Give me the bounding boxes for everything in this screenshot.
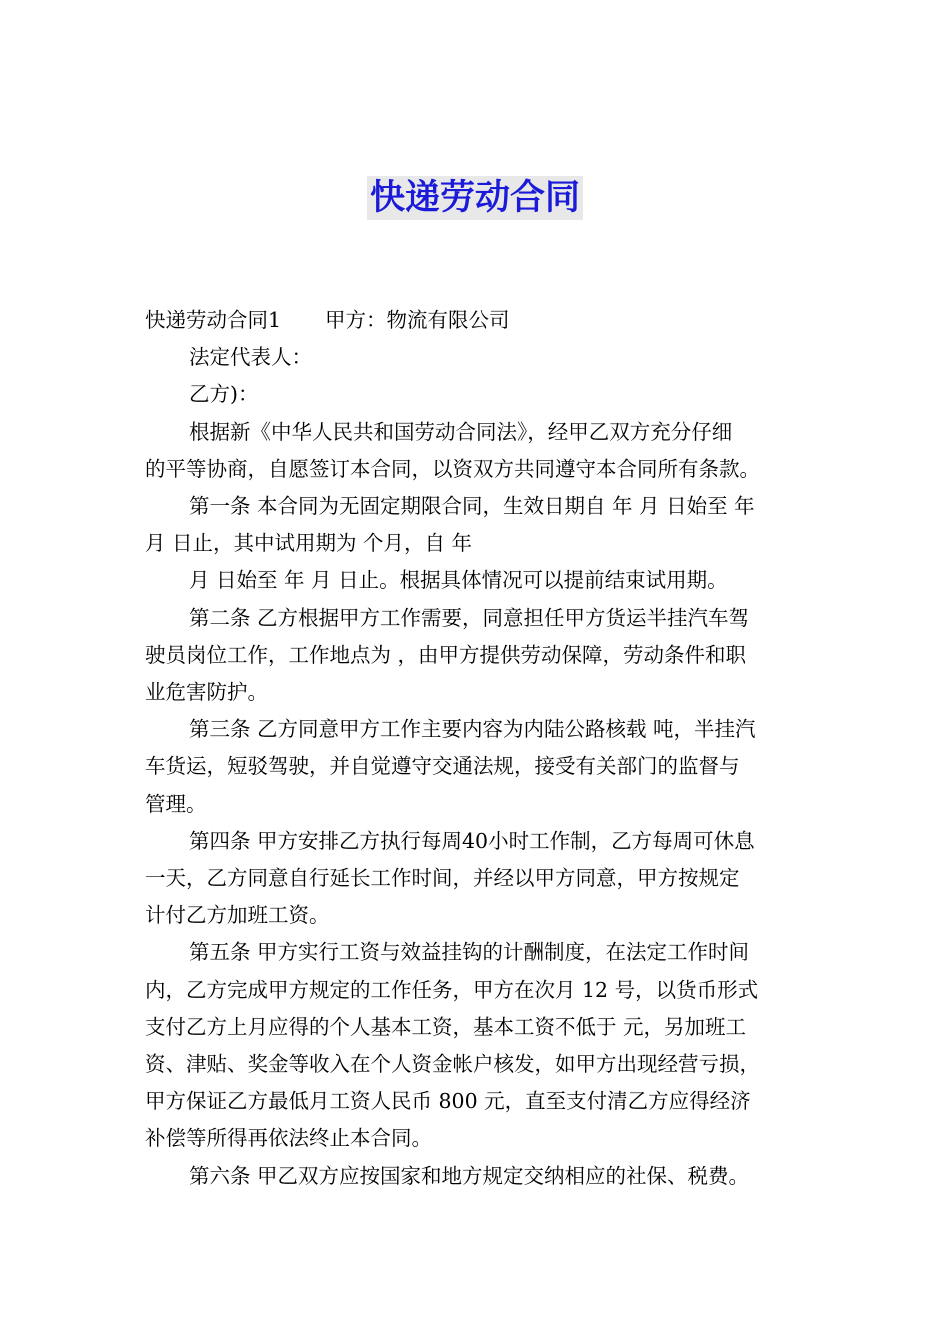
text-line [145, 302, 807, 339]
text-line-content: 第六条 甲乙双方应按国家和地方规定交纳相应的社保、税费。 [189, 1163, 750, 1188]
text-line [145, 1083, 807, 1120]
text-line [145, 897, 807, 934]
text-line [145, 600, 807, 637]
text-line-content: 法定代表人： [189, 345, 312, 370]
text-line [145, 488, 807, 525]
text-line [145, 562, 807, 599]
text-line [145, 786, 807, 823]
text-line-content: 车货运，短驳驾驶，并自觉遵守交通法规，接受有关部门的监督与 [145, 754, 740, 779]
text-line-content: 第二条 乙方根据甲方工作需要，同意担任甲方货运半挂汽车驾 [189, 605, 750, 630]
text-line [145, 711, 807, 748]
text-line-content: 第一条 本合同为无固定期限合同，生效日期自 年 月 日始至 年 [189, 494, 755, 519]
text-line-content: 根据新《中华人民共和国劳动合同法》，经甲乙双方充分仔细 [189, 419, 733, 444]
text-line [145, 823, 807, 860]
text-line [145, 934, 807, 971]
text-line-content: 资、津贴、奖金等收入在个人资金帐户核发，如甲方出现经营亏损， [145, 1052, 760, 1077]
text-line-content: 驶员岗位工作，工作地点为 ，由甲方提供劳动保障，劳动条件和职 [145, 642, 747, 667]
text-line-content: 第四条 甲方安排乙方执行每周40小时工作制，乙方每周可休息 [189, 828, 755, 853]
text-line [145, 339, 807, 376]
text-line-content: 甲方保证乙方最低月工资人民币 800 元，直至支付清乙方应得经济 [145, 1089, 751, 1114]
text-line-content: 月 日始至 年 月 日止。根据具体情况可以提前结束试用期。 [189, 568, 728, 593]
text-line [145, 972, 807, 1009]
text-line [145, 451, 807, 488]
text-line [145, 1158, 807, 1195]
text-line-content: 快递劳动合同1 [145, 308, 282, 332]
text-line-content: 乙方)： [189, 382, 259, 407]
text-line [145, 674, 807, 711]
text-line-content: 第五条 甲方实行工资与效益挂钩的计酬制度，在法定工作时间 [189, 940, 750, 965]
text-line-content: 计付乙方加班工资。 [145, 903, 330, 928]
text-line [145, 376, 807, 413]
text-line-content: 管理。 [145, 791, 207, 816]
text-line [145, 1120, 807, 1157]
party-a-label: 甲方：物流有限公司 [325, 308, 510, 332]
text-line [145, 525, 807, 562]
text-line-content: 业危害防护。 [145, 680, 268, 705]
document-title: 快递劳动合同 [367, 176, 583, 220]
text-line [145, 637, 807, 674]
text-line-content: 内，乙方完成甲方规定的工作任务，甲方在次月 12 号，以货币形式 [145, 977, 759, 1002]
text-line-content: 月 日止，其中试用期为 个月，自 年 [145, 531, 473, 556]
text-line-content: 一天，乙方同意自行延长工作时间，并经以甲方同意，甲方按规定 [145, 866, 740, 891]
text-line-content: 支付乙方上月应得的个人基本工资，基本工资不低于 元，另加班工 [145, 1014, 747, 1039]
document-body [145, 302, 807, 1195]
text-line [145, 1046, 807, 1083]
title-container [0, 176, 950, 220]
text-line-content: 的平等协商，自愿签订本合同，以资双方共同遵守本合同所有条款。 [145, 456, 760, 481]
text-line [145, 414, 807, 451]
text-line [145, 860, 807, 897]
text-line-content: 第三条 乙方同意甲方工作主要内容为内陆公路核载 吨，半挂汽 [189, 717, 756, 742]
text-line-content: 补偿等所得再依法终止本合同。 [145, 1126, 432, 1151]
text-line [145, 748, 807, 785]
text-line [145, 1009, 807, 1046]
